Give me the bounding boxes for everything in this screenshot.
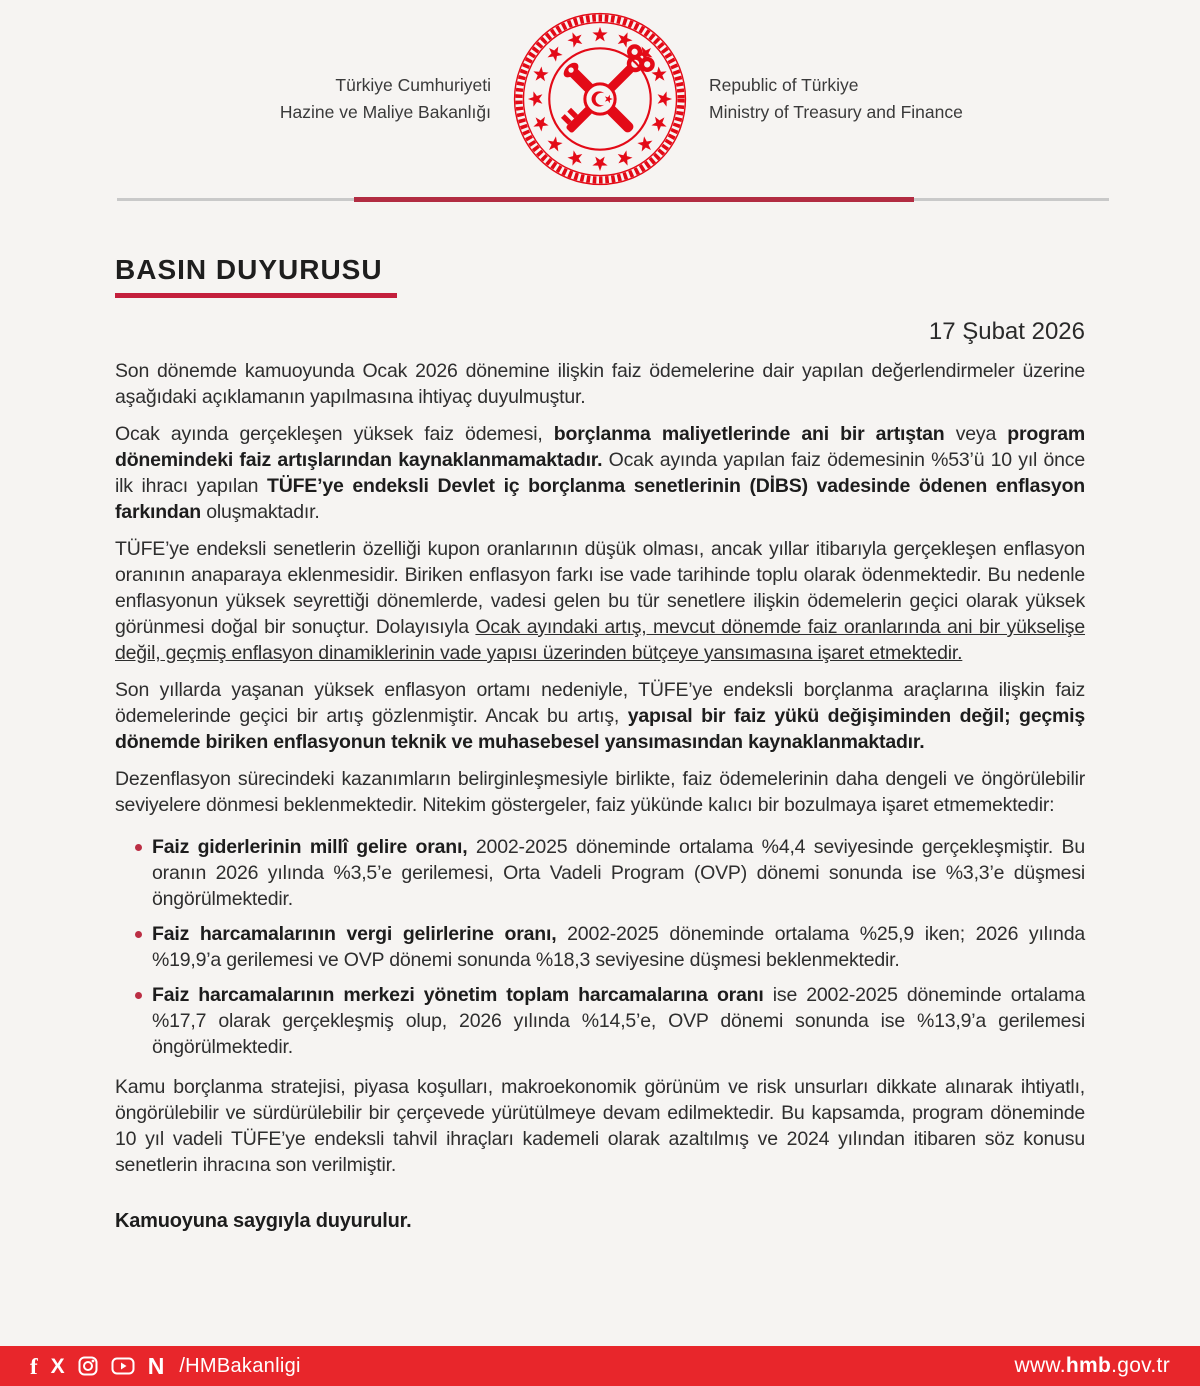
signoff-text: Kamuoyuna saygıyla duyurulur. <box>115 1210 412 1232</box>
website-suffix: .gov.tr <box>1111 1354 1170 1377</box>
ministry-name-tr-line1: Türkiye Cumhuriyeti <box>335 74 491 95</box>
paragraph-closing: Kamu borçlanma stratejisi, piyasa koşulları, makroekonomik görünüm ve risk unsurları dikkate alınarak ihtiyatlı, öngörülebilir ve sürdürülebilir bir çerçevede yürütülmeye devam edilmektedir. Bu kapsamda, program döneminde 10 yıl vadeli TÜFE’ye endeksli tahvil ihraçları kademeli olarak azaltılmış ve 2024 yılından itibaren söz konusu senetlerin ihracına son verilmiştir. <box>115 1076 1085 1176</box>
ministry-emblem-icon <box>511 10 689 188</box>
ministry-name-english <box>709 72 984 126</box>
page-title: BASIN DUYURUSU <box>115 254 383 285</box>
social-handle[interactable]: /HMBakanligi <box>179 1354 301 1377</box>
social-links <box>30 1352 301 1379</box>
website-name: hmb <box>1065 1354 1112 1377</box>
header-divider <box>115 196 1109 202</box>
release-date: 17 Şubat 2026 <box>928 318 1085 345</box>
instagram-icon[interactable] <box>78 1356 98 1376</box>
nsosyal-icon[interactable]: N <box>147 1352 164 1379</box>
paragraph-1: Son dönemde kamuoyunda Ocak 2026 dönemine ilişkin faiz ödemelerine dair yapılan değerlendirmeler üzerine aşağıdaki açıklamanın yapılmasına ihtiyaç duyulmuştur. <box>115 360 1085 408</box>
paragraph-2: Ocak ayında gerçekleşen yüksek faiz ödemesi, borçlanma maliyetlerinde ani bir artıştan veya program dönemindeki faiz artışlarından kaynaklanmamaktadır. Ocak ayında yapılan faiz ödemesinin %53’ü 10 yıl önce ilk ihracı yapılan TÜFE’ye endeksli Devlet iç borçlanma senetlerinin (DİBS) vadesinde ödenen enflasyon farkından oluşmaktadır. <box>115 423 1086 523</box>
header <box>0 0 1200 190</box>
paragraph-5: Dezenflasyon sürecindeki kazanımların belirginleşmesiyle birlikte, faiz ödemelerinin daha dengeli ve öngörülebilir seviyelere dönmesi beklenmektedir. Nitekim göstergeler, faiz yükünde kalıcı bir bozulmaya işaret etmemektedir: <box>115 768 1085 816</box>
website-link[interactable] <box>1014 1354 1170 1378</box>
title-underline <box>115 293 397 298</box>
ministry-name-en-line1: Republic of Türkiye <box>709 74 859 95</box>
facebook-icon[interactable]: f <box>30 1353 38 1379</box>
indicator-list <box>115 834 1085 1060</box>
ministry-name-tr-line2: Hazine ve Maliye Bakanlığı <box>279 102 491 122</box>
list-item-interest-to-tax: Faiz harcamalarının vergi gelirlerine oranı, 2002-2025 döneminde ortalama %25,9 iken; 2026 yılında %19,9’a gerilemesi ve OVP dönemi sonunda %18,3 seviyesine düşmesi beklenmektedir. <box>115 921 1085 973</box>
list-item-interest-to-gdp: Faiz giderlerinin millî gelire oranı, 2002-2025 döneminde ortalama %4,4 seviyesinde gerçekleşmiştir. Bu oranın 2026 yılında %3,5’e gerilemesi, Orta Vadeli Program (OVP) dönemi sonunda ise %3,3’e düşmesi öngörülmektedir. <box>115 834 1085 912</box>
paragraph-4: Son yıllarda yaşanan yüksek enflasyon ortamı nedeniyle, TÜFE’ye endeksli borçlanma araçlarına ilişkin faiz ödemelerinde geçici bir artış gözlenmiştir. Ancak bu artış, yapısal bir faiz yükü değişiminden değil; geçmiş dönemde biriken enflasyonun teknik ve muhasebesel yansımasından kaynaklanmaktadır. <box>115 679 1085 753</box>
paragraph-3: TÜFE’ye endeksli senetlerin özelliği kupon oranlarının düşük olması, ancak yıllar itibarıyla gerçekleşen enflasyon oranının anaparaya eklenmesidir. Biriken enflasyon farkı ise vade tarihinde toplu olarak ödenmektedir. Bu nedenle enflasyonun yüksek seyrettiği dönemlerde, vadesi gelen bu tür senetlere ilişkin ödemelerin geçici olarak yüksek görünmesi doğal bir sonuçtur. Dolayısıyla Ocak ayındaki artış, mevcut dönemde faiz oranlarında ani bir yükselişe değil, geçmiş enflasyon dinamiklerinin vade yapısı üzerinden bütçeye yansımasına işaret etmektedir. <box>115 538 1085 664</box>
bullet-dot <box>135 992 142 999</box>
bullet-dot <box>135 844 142 851</box>
divider-red-segment <box>354 197 914 202</box>
list-item-interest-to-expenditure: Faiz harcamalarının merkezi yönetim toplam harcamalarına oranı ise 2002-2025 döneminde ortalama %17,7 olarak gerçekleşmiş olup, 2026 yılında %14,5’e, OVP dönemi sonunda ise %13,9’a gerilemesi öngörülmektedir. <box>115 982 1085 1060</box>
press-release-body <box>0 254 1200 1234</box>
ministry-name-turkish <box>216 72 491 126</box>
x-icon[interactable]: X <box>50 1354 65 1378</box>
bullet-dot <box>135 931 142 938</box>
website-prefix: www. <box>1014 1354 1066 1377</box>
ministry-name-en-line2: Ministry of Treasury and Finance <box>709 102 963 122</box>
footer-bar <box>0 1346 1200 1386</box>
youtube-icon[interactable] <box>111 1356 135 1376</box>
